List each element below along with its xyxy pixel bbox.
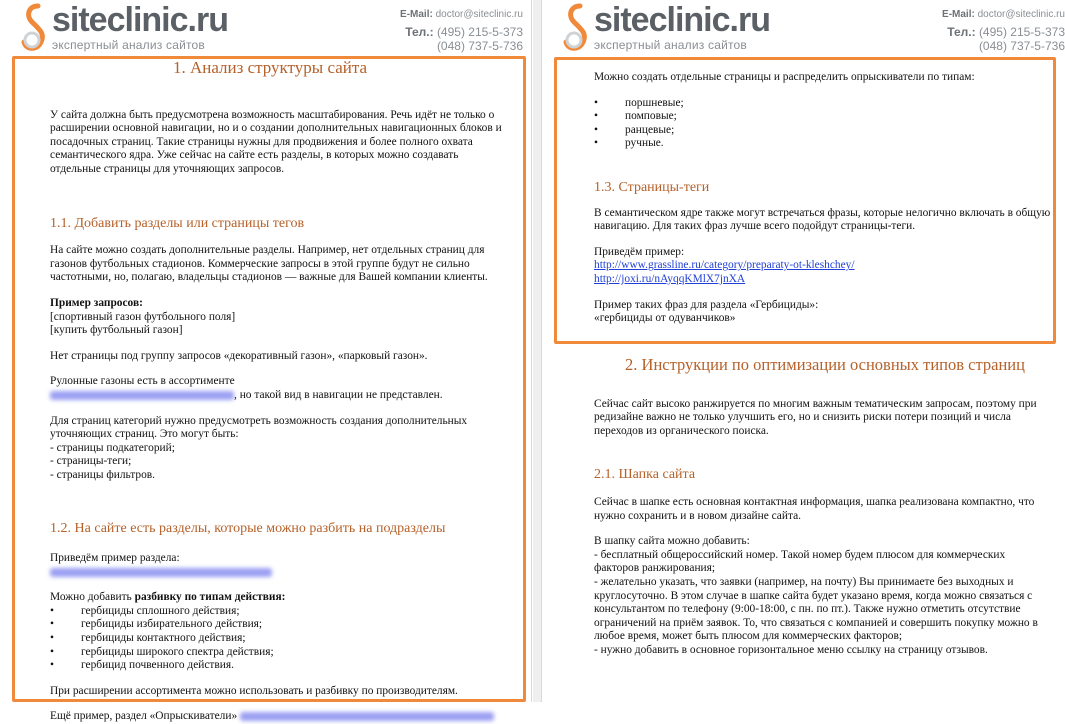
list-item: • гербициды избирательного действия; bbox=[50, 618, 510, 632]
blurred-link[interactable] bbox=[240, 712, 494, 721]
paragraph: В шапку сайта можно добавить: - бесплатный общероссийский номер. Такой номер будем плюсом для коммерческих факторов ранжирования; - желательно указать, что заявки (например, на почту) Вы принимаете без выходных и круглосуточно. В этом случае в шапке сайта будет указано время, когда можно связаться с консультантом по телефону (9:00-18:00, с пн. по пт.). Также нужно отметить отсутствие ограничений на приём заявок. То, что связаться с компанией и совершить покупку можно в любое время, может быть плюсом для коммерческих факторов; - нужно добавить в основное горизонтальное меню ссылку на страницу отзывов. bbox=[594, 535, 1038, 656]
logo-tagline: экспертный анализ сайтов bbox=[594, 38, 747, 52]
example-link[interactable]: http://joxi.ru/nAyqqKMlX7jnXA bbox=[594, 272, 746, 285]
paragraph: При расширении ассортимента можно использовать и разбивку по производителям. bbox=[50, 684, 458, 697]
paragraph: Пример таких фраз для раздела «Гербициды»: bbox=[594, 298, 819, 311]
logo-text: siteclinic.ru bbox=[52, 1, 228, 39]
list-item: • гербицид почвенного действия. bbox=[50, 659, 510, 673]
paragraph: Нет страницы под группу запросов «декоративный газон», «парковый газон». bbox=[50, 349, 428, 362]
paragraph: Можно создать отдельные страницы и распределить опрыскиватели по типам: bbox=[594, 71, 975, 83]
section-heading: 1. Анализ структуры сайта bbox=[172, 58, 368, 77]
list-item: • ручные. bbox=[594, 137, 1054, 151]
paragraph: Сейчас в шапке есть основная контактная информация, шапка реализована компактно, что нужно сохранить и в новом дизайне сайта. bbox=[594, 495, 1035, 522]
email-label: E-Mail: bbox=[942, 9, 975, 20]
paragraph: В семантическом ядре также могут встречаться фразы, которые нелогично включать в общую навигацию. Для таких фраз лучше всего подойдут страницы-теги. bbox=[594, 206, 1051, 233]
contact-info bbox=[400, 8, 523, 53]
document-page-right bbox=[541, 0, 1065, 702]
list-item: • гербициды сплошного действия; bbox=[50, 605, 510, 619]
logo-text: siteclinic.ru bbox=[594, 1, 770, 39]
paragraph: «гербициды от одуванчиков» bbox=[594, 312, 736, 325]
paragraph: Можно добавить разбивку по типам действия: bbox=[50, 591, 286, 604]
page-gutter bbox=[533, 0, 541, 702]
blurred-link[interactable] bbox=[50, 391, 234, 400]
section-heading: 2. Инструкции по оптимизации основных типов страниц bbox=[625, 355, 1025, 374]
subsection-heading: 2.1. Шапка сайта bbox=[594, 467, 696, 483]
page-header bbox=[0, 0, 531, 56]
document-page-left bbox=[0, 0, 532, 723]
tel-value-2: (048) 737-5-736 bbox=[978, 39, 1065, 53]
bullet-list bbox=[50, 605, 510, 673]
paragraph: На сайте можно создать дополнительные разделы. Например, нет отдельных страниц для газонов футбольных стадионов. Коммерческие запросы в этой группе будут не сильно частотными, но, полагаю, владельцы стадионов — важные для Вашей компании клиенты. bbox=[50, 244, 488, 284]
subsection-heading: 1.2. На сайте есть разделы, которые можно разбить на подразделы bbox=[50, 521, 446, 537]
subsection-heading: 1.1. Добавить разделы или страницы тегов bbox=[50, 215, 305, 231]
subsection-heading: 1.3. Страницы-теги bbox=[594, 179, 710, 195]
logo-icon bbox=[20, 2, 48, 52]
paragraph: Для страниц категорий нужно предусмотреть возможность создания дополнительных уточняющих страниц. Это могут быть: - страницы подкатегорий; - страницы-теги; - страницы фильтров. bbox=[50, 414, 468, 481]
list-item: • помповые; bbox=[594, 110, 1054, 124]
paragraph: Приведём пример: bbox=[594, 245, 685, 258]
tel-value-2: (048) 737-5-736 bbox=[436, 39, 523, 53]
email-label: E-Mail: bbox=[400, 9, 433, 20]
paragraph: У сайта должна быть предусмотрена возможность масштабирования. Речь идёт не только о расширении основной навигации, но и о создании дополнительных навигационных блоков и посадочных страниц. Такие страницы нужны для продвижения и более полного охвата семантического ядра. Уже сейчас на сайте есть разделы, в которых можно создавать отдельные страницы для уточняющих запросов. bbox=[50, 108, 502, 175]
contact-info bbox=[942, 8, 1065, 53]
paragraph: Сейчас сайт высоко ранжируется по многим важным тематическим запросам, поэтому при редизайне важно не только улучшить его, но и снизить риски потери позиций и числа переходов из органического поиска. bbox=[594, 397, 1037, 437]
email-value: doctor@siteclinic.ru bbox=[977, 9, 1065, 20]
tel-value: (495) 215-5-373 bbox=[978, 25, 1065, 39]
paragraph: Рулонные газоны есть в ассортименте , но такой вид в навигации не представлен. bbox=[50, 375, 443, 401]
list-item: • гербициды широкого спектра действия; bbox=[50, 646, 510, 660]
right-content-lower bbox=[594, 355, 1056, 658]
logo-tagline: экспертный анализ сайтов bbox=[52, 38, 205, 52]
list-item: • гербициды контактного действия; bbox=[50, 632, 510, 646]
email-value: doctor@siteclinic.ru bbox=[435, 9, 523, 20]
tel-label: Тел.: bbox=[405, 25, 434, 39]
tel-label: Тел.: bbox=[947, 25, 976, 39]
page-header bbox=[542, 0, 1065, 56]
paragraph: Ещё пример, раздел «Опрыскиватели» bbox=[50, 710, 510, 724]
example-block: Пример запросов: [спортивный газон футбольного поля] [купить футбольный газон] bbox=[50, 296, 236, 337]
right-content bbox=[594, 71, 1054, 326]
list-item: • поршневые; bbox=[594, 97, 1054, 111]
list-item: • ранцевые; bbox=[594, 124, 1054, 138]
left-content bbox=[50, 58, 510, 724]
bullet-list bbox=[594, 97, 1054, 151]
logo-icon bbox=[562, 2, 590, 52]
tel-value: (495) 215-5-373 bbox=[436, 25, 523, 39]
paragraph: Приведём пример раздела: bbox=[50, 552, 180, 565]
example-link[interactable]: http://www.grassline.ru/category/preparaty-ot-kleshchey/ bbox=[594, 259, 855, 272]
blurred-link[interactable] bbox=[50, 568, 272, 577]
